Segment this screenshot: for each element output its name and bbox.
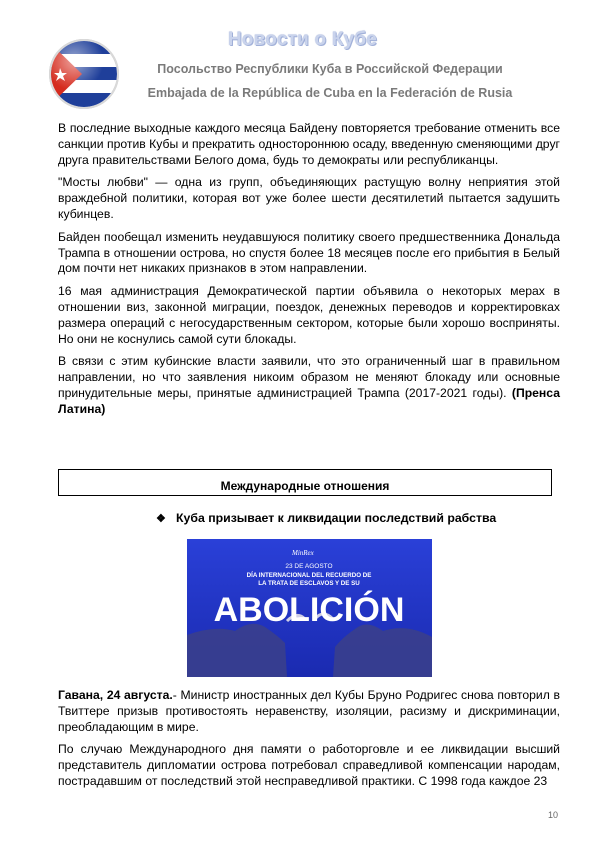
header-embassy-es: Embajada de la República de Cuba en la Federación de Rusia: [147, 86, 513, 100]
paragraph: В связи с этим кубинские власти заявили, что это ограниченный шаг в правильном направлении, но что заявления никоим образом не меняют блокаду или основные принудительные меры, принятые администрацией Трампа (2017-2021 годы). (Пренса Латина): [58, 354, 560, 416]
source-credit: (Пренса Латина): [58, 385, 560, 416]
diamond-bullet-icon: ❖: [156, 513, 166, 525]
article-subheading: [156, 511, 496, 525]
paragraph: По случаю Международного дня памяти о работорговле и ее ликвидации высший представитель дипломатии острова потребовал справедливой компенсации народам, пострадавшим от последствий этой несправедливой практики. С 1998 года каждое 23: [58, 742, 560, 788]
subheading-text: Куба призывает к ликвидации последствий рабства: [176, 511, 497, 525]
paragraph: В последние выходные каждого месяца Байдену повторяется требование отменить все санкции против Кубы и прекратить одностороннюю осаду, введенную сменяющими друг друга правительствами Белого дома, будь то демократы или республиканцы.: [58, 121, 560, 167]
section-title: Международные отношения: [220, 479, 390, 493]
paragraph: Гавана, 24 августа.- Министр иностранных дел Кубы Бруно Родригес снова повторил в Твиттере призыв противостоять неравенству, изоляции, расизму и дискриминации, преобладающим в мире.: [58, 688, 560, 734]
header-title: Новости о Кубе: [227, 29, 378, 50]
page-number: 10: [548, 810, 559, 820]
section-heading-box: [58, 469, 552, 496]
paragraph: "Мосты любви" — одна из групп, объединяющих растущую волну неприятия этой враждебной политики, которая вот уже более шести десятилетий пытается задушить кубинцев.: [58, 175, 560, 221]
banner-line2: LA TRATA DE ESCLAVOS Y DE SU: [258, 580, 360, 587]
article-body-2: [58, 688, 560, 797]
header-embassy-ru: Посольство Республики Куба в Российской Федерации: [157, 62, 503, 76]
banner-line1: DÍA INTERNACIONAL DEL RECUERDO DE: [246, 572, 372, 579]
paragraph: 16 мая администрация Демократической партии объявила о некоторых мерах в отношении виз, законной миграции, поездок, денежных переводов и корректировках размера операций с негосударственным сектором, которые были хорошо восприняты. Но они не коснулись самой сути блокады.: [58, 284, 560, 346]
banner-date: 23 DE AGOSTO: [285, 563, 333, 570]
abolition-banner-image: [187, 539, 432, 677]
dateline: Гавана, 24 августа.: [58, 688, 173, 702]
article-body: [58, 121, 560, 425]
banner-big-word: ABOLICIÓN: [213, 591, 405, 629]
paragraph: Байден пообещал изменить неудавшуюся политику своего предшественника Дональда Трампа в отношении острова, но спустя более 18 месяцев после его прибытия в Белый дом почти нет никаких признаков в этом направлении.: [58, 229, 560, 276]
banner-logo: MinRex: [292, 549, 314, 557]
